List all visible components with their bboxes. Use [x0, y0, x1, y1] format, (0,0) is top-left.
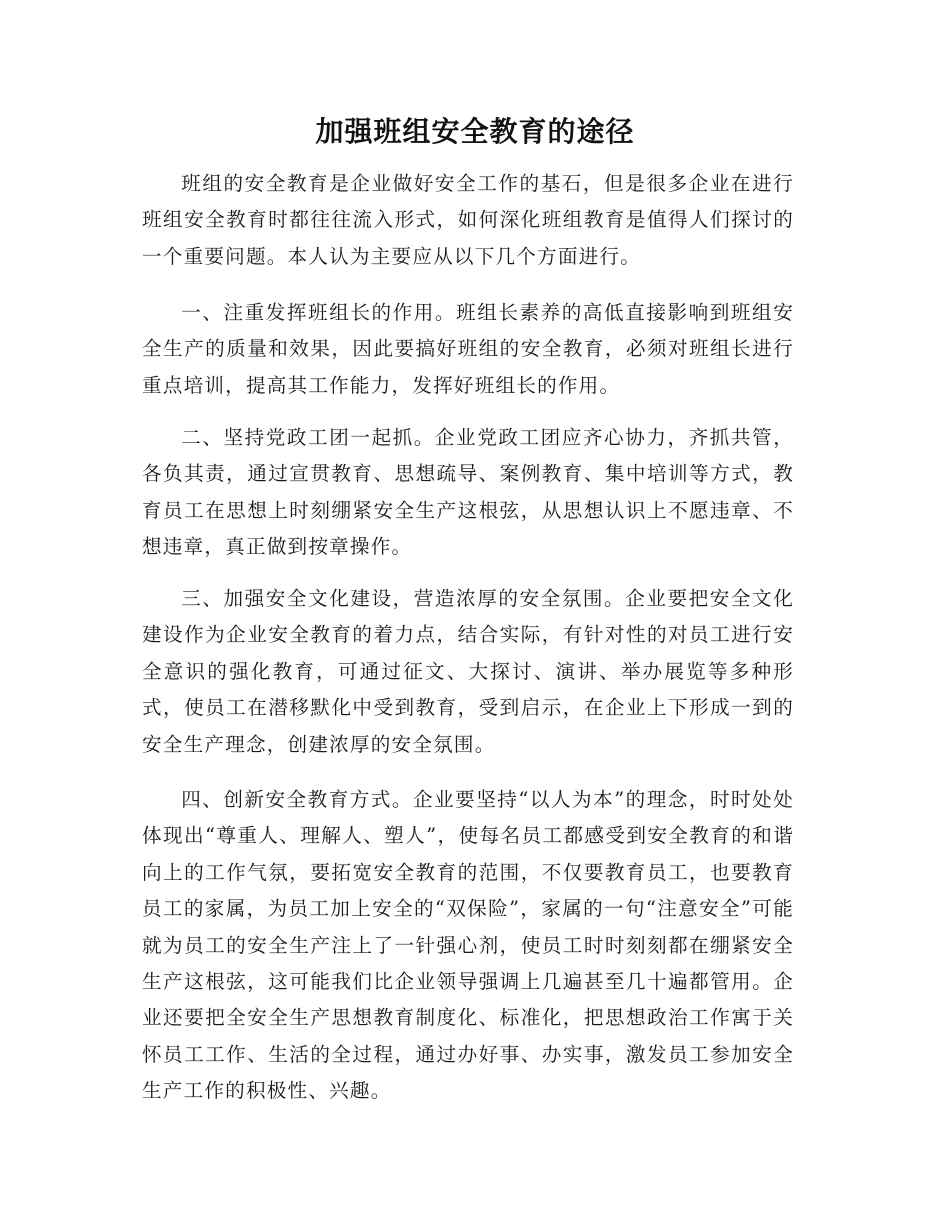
- section-1-paragraph: 一、注重发挥班组长的作用。班组长素养的高低直接影响到班组安全生产的质量和效果，因此要搞好班组的安全教育，必须对班组长进行重点培训，提高其工作能力，发挥好班组长的作用。: [142, 301, 794, 397]
- section-4-paragraph: 四、创新安全教育方式。企业要坚持“以人为本”的理念，时时处处体现出“尊重人、理解人、塑人”，使每名员工都感受到安全教育的和谐向上的工作气氛，要拓宽安全教育的范围，不仅要教育员工，也要教育员工的家属，为员工加上安全的“双保险”，家属的一句“注意安全”可能就为员工的安全生产注上了一针强心剂，使员工时时刻刻都在绷紧安全生产这根弦，这可能我们比企业领导强调上几遍甚至几十遍都管用。企业还要把全安全生产思想教育制度化、标准化，把思想政治工作寓于关怀员工工作、生活的全过程，通过办好事、办实事，激发员工参加安全生产工作的积极性、兴趣。: [142, 788, 794, 1103]
- intro-paragraph: 班组的安全教育是企业做好安全工作的基石，但是很多企业在进行班组安全教育时都往往流入形式，如何深化班组教育是值得人们探讨的一个重要问题。本人认为主要应从以下几个方面进行。: [142, 172, 794, 268]
- document-title: 加强班组安全教育的途径: [315, 115, 635, 148]
- section-3-paragraph: 三、加强安全文化建设，营造浓厚的安全氛围。企业要把安全文化建设作为企业安全教育的着力点，结合实际，有针对性的对员工进行安全意识的强化教育，可通过征文、大探讨、演讲、举办展览等多种形式，使员工在潜移默化中受到教育，受到启示，在企业上下形成一到的安全生产理念，创建浓厚的安全氛围。: [142, 587, 794, 756]
- section-2-paragraph: 二、坚持党政工团一起抓。企业党政工团应齐心协力，齐抓共管，各负其责，通过宣贯教育、思想疏导、案例教育、集中培训等方式，教育员工在思想上时刻绷紧安全生产这根弦，从思想认识上不愿违章、不想违章，真正做到按章操作。: [142, 426, 794, 559]
